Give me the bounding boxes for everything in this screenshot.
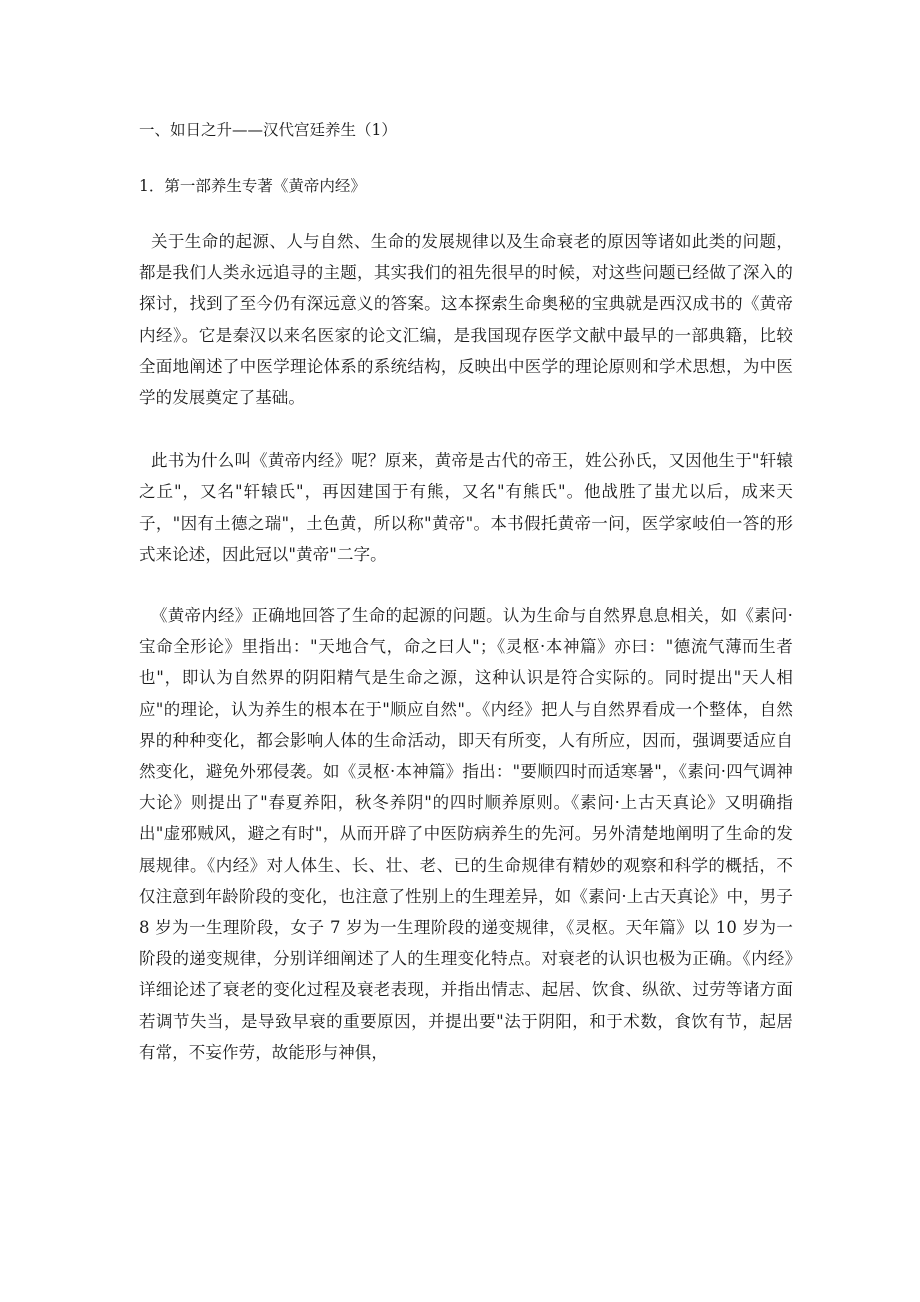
chapter-heading: 一、如日之升——汉代宫廷养生（1） — [139, 121, 397, 139]
section-title: 1．第一部养生专著《黄帝内经》 — [139, 177, 366, 195]
paragraph-intro: 关于生命的起源、人与自然、生命的发展规律以及生命衰老的原因等诸如此类的问题，都是我们人类永远追寻的主题，其实我们的祖先很早的时候，对这些问题已经做了深入的探讨，找到了至今仍有深远意义的答案。这本探索生命奥秘的宝典就是西汉成书的《黄帝内经》。它是秦汉以来名医家的论文汇编，是我国现存医学文献中最早的一部典籍，比较全面地阐述了中医学理论体系的系统结构，反映出中医学的理论原则和学术思想，为中医学的发展奠定了基础。 — [139, 232, 793, 408]
document-body — [139, 116, 793, 1068]
paragraph-title-origin: 此书为什么叫《黄帝内经》呢？原来，黄帝是古代的帝王，姓公孙氏，又因他生于"轩辕之丘"，又名"轩辕氏"，再因建国于有熊，又名"有熊氏"。他战胜了蚩尤以后，成来天子，"因有土德之瑞"，土色黄，所以称"黄帝"。本书假托黄帝一问，医学家岐伯一答的形式来论述，因此冠以"黄帝"二字。 — [139, 451, 793, 564]
paragraph-life-origin: 《黄帝内经》正确地回答了生命的起源的问题。认为生命与自然界息息相关，如《素问·宝命全形论》里指出："天地合气，命之曰人"；《灵枢·本神篇》亦曰："德流气薄而生者也"，即认为自然界的阴阳精气是生命之源，这种认识是符合实际的。同时提出"天人相应"的理论，认为养生的根本在于"顺应自然"。《内经》把人与自然界看成一个整体，自然界的种种变化，都会影响人体的生命活动，即天有所变，人有所应，因而，强调要适应自然变化，避免外邪侵袭。如《灵枢·本神篇》指出："要顺四时而适寒暑"，《素问·四气调神大论》则提出了"春夏养阳，秋冬养阴"的四时顺养原则。《素问·上古天真论》又明确指出"虚邪贼风，避之有时"，从而开辟了中医防病养生的先河。另外清楚地阐明了生命的发展规律。《内经》对人体生、长、壮、老、已的生命规律有精妙的观察和科学的概括，不仅注意到年龄阶段的变化，也注意了性别上的生理差异，如《素问·上古天真论》中，男子 8 岁为一生理阶段，女子 7 岁为一生理阶段的递变规律，《灵枢。天年篇》以 10 岁为一阶段的递变规律，分别详细阐述了人的生理变化特点。对衰老的认识也极为正确。《内经》详细论述了衰老的变化过程及衰老表现，并指出情志、起居、饮食、纵欲、过劳等诸方面若调节失当，是导致早衰的重要原因，并提出要"法于阴阳，和于术数，食饮有节，起居有常，不妄作劳，故能形与神俱， — [139, 606, 793, 1062]
